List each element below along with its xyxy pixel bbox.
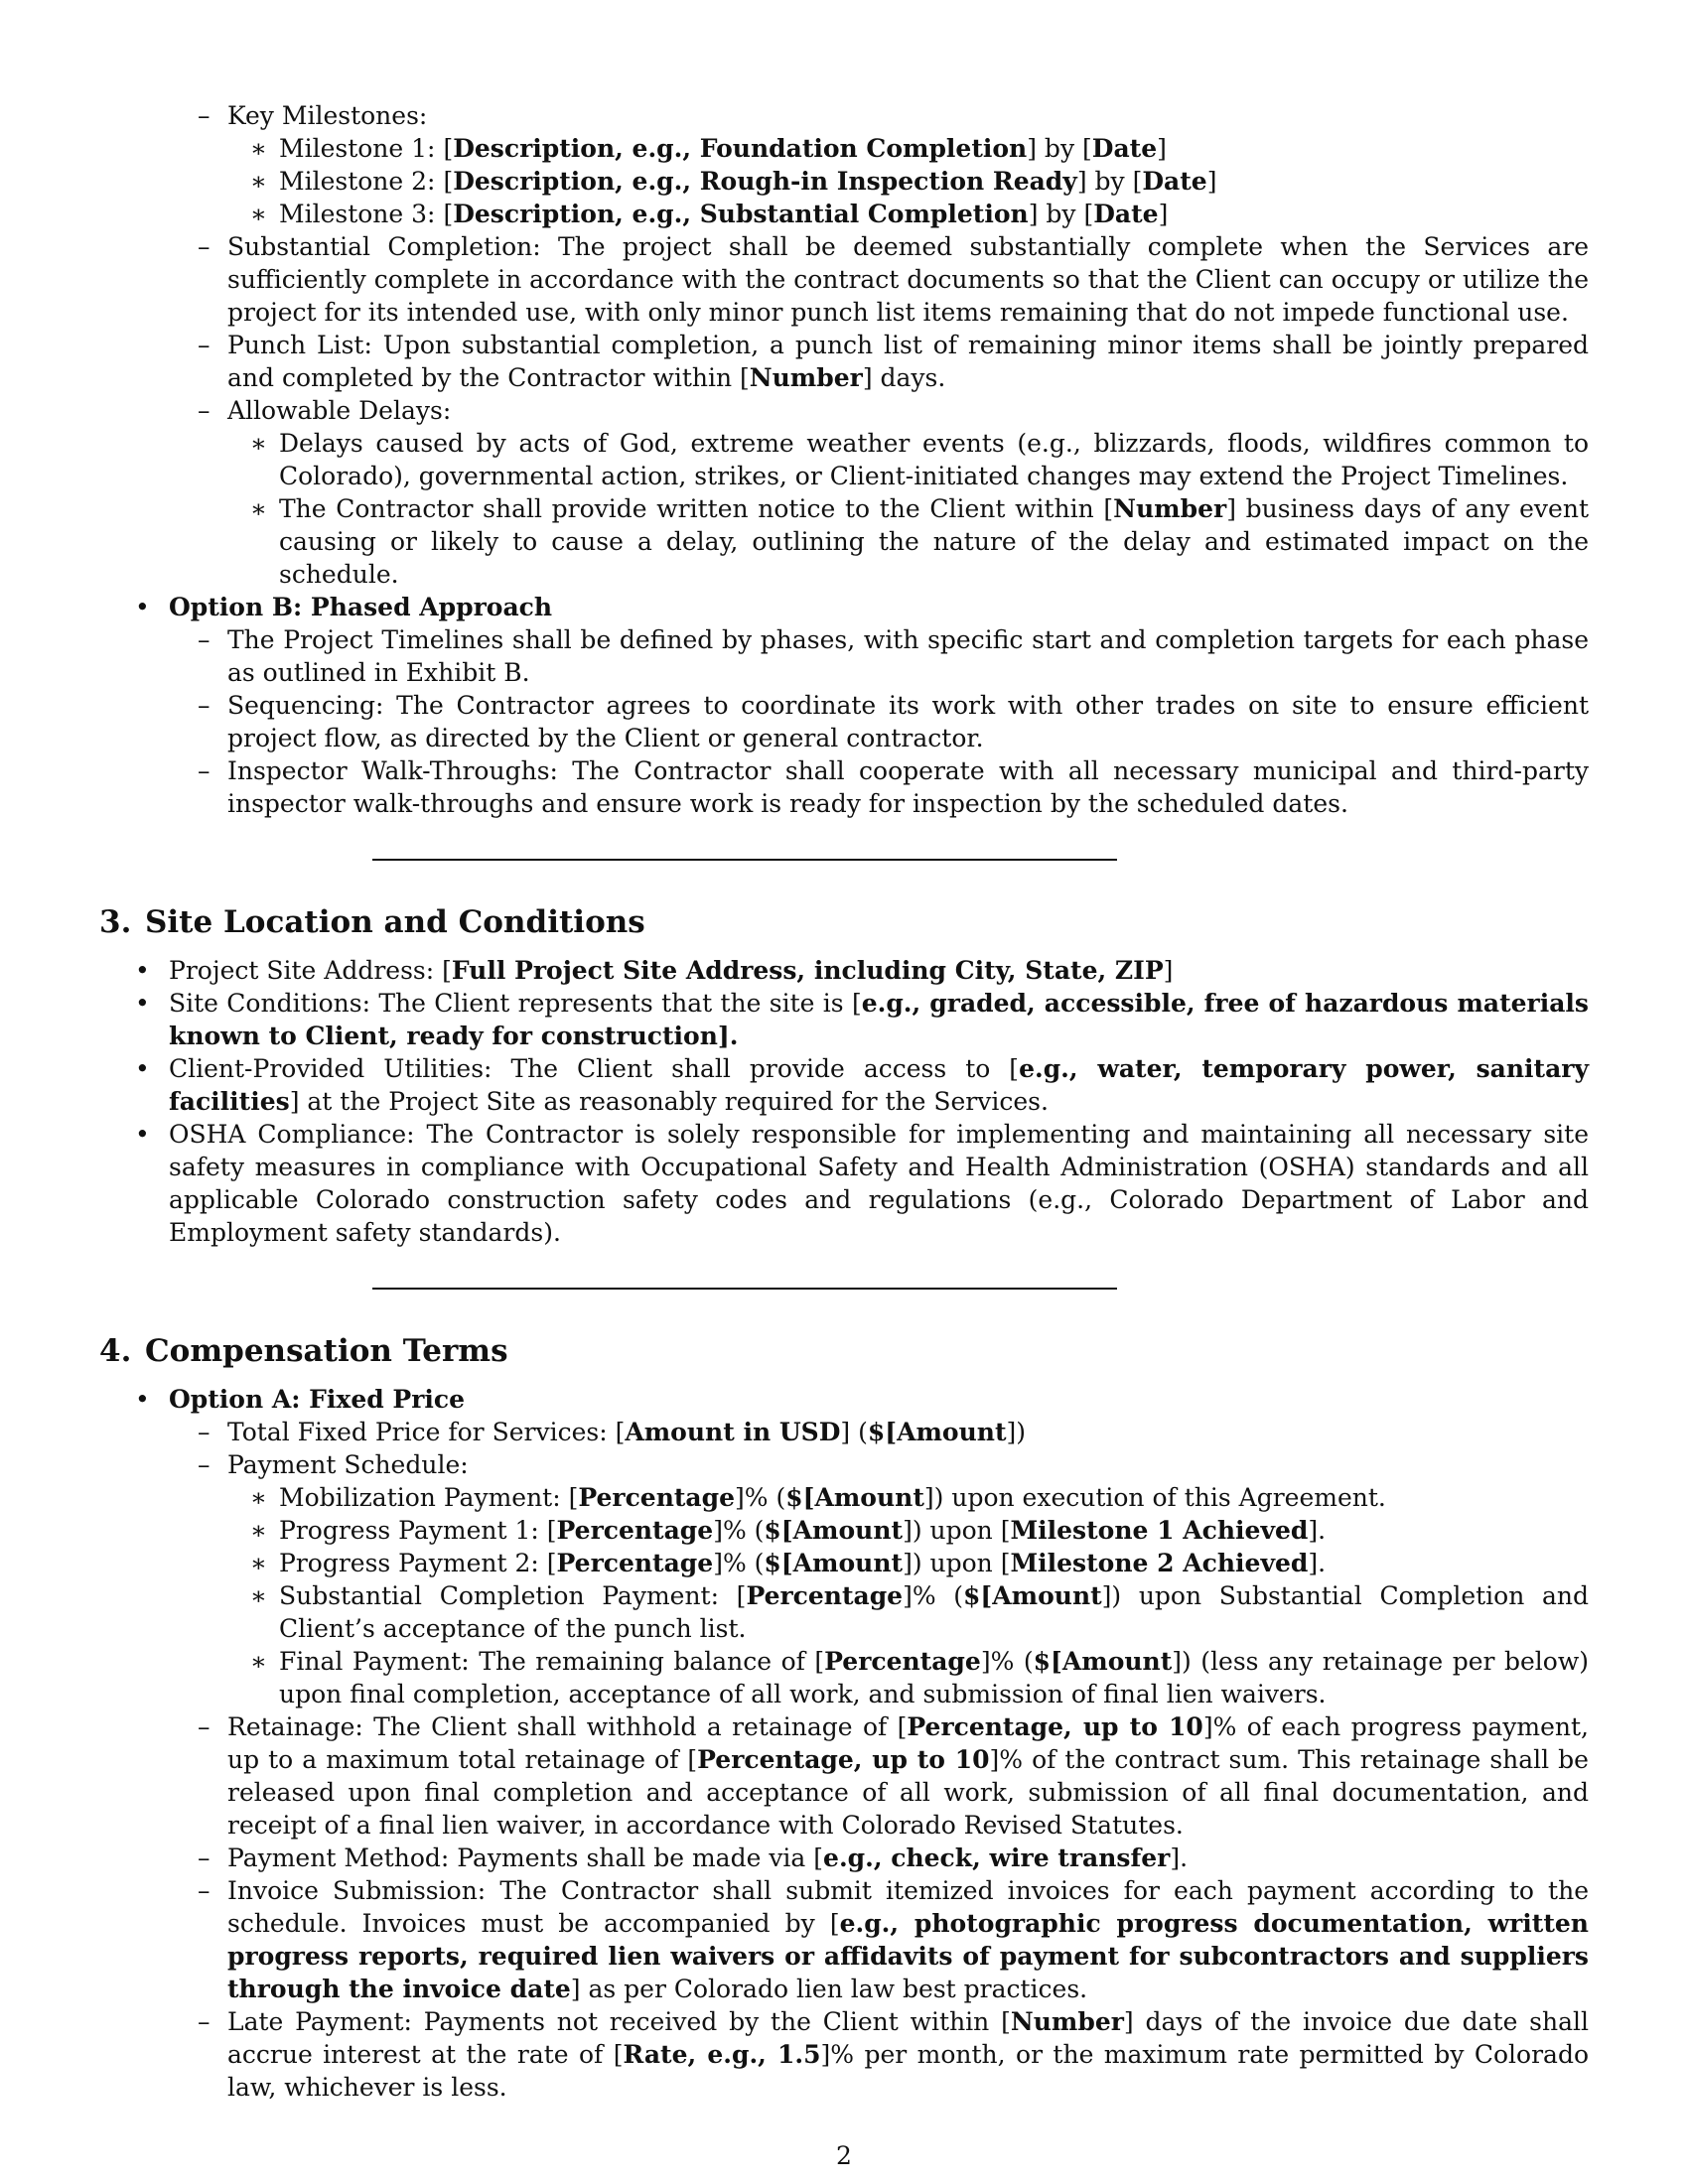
option-a-label: Option A: Fixed Price — [169, 1385, 466, 1414]
timeline-sublist — [99, 99, 1589, 591]
option-b-sublist — [169, 623, 1589, 820]
milestone-item: ∗ Milestone 2: [Description, e.g., Rough-in Inspection Ready] by [Date] — [250, 167, 1217, 196]
invoice-submission-item: – Invoice Submission: The Contractor shall submit itemized invoices for each payment according to the schedule. Invoices must be accompanied by [e.g., photographic progress documentation, written progress reports, required lien waivers or affidavits of payment for subcontractors and suppliers through the invoice date] as per Colorado lien law best practices. — [198, 1876, 1589, 2003]
site-conditions-item: • Site Conditions: The Client represents that the site is [e.g., graded, accessible, free of hazardous materials known to Client, ready for construction]. — [135, 989, 1589, 1050]
section-3-heading — [99, 902, 1589, 942]
option-b-subitem: – The Project Timelines shall be defined by phases, with specific start and completion targets for each phase as outlined in Exhibit B. — [198, 625, 1589, 687]
payment-schedule-label: Payment Schedule: — [227, 1450, 469, 1479]
option-b-list — [99, 591, 1589, 820]
option-b-subitem: – Inspector Walk-Throughs: The Contractor shall cooperate with all necessary municipal and third-party inspector walk-throughs and ensure work is ready for inspection by the scheduled dates. — [198, 756, 1589, 818]
allowable-delays-item — [99, 394, 1589, 591]
star-marker: ∗ — [250, 1581, 267, 1610]
dash-marker: – — [198, 1418, 211, 1446]
osha-item: • OSHA Compliance: The Contractor is solely responsible for implementing and maintaining all necessary site safety measures in compliance with Occupational Safety and Health Administration (OSHA) standards and all applicable Colorado construction safety codes and regulations (e.g., Colorado Department of Labor and Employment safety standards). — [135, 1120, 1589, 1247]
payment-item: ∗ Progress Payment 2: [Percentage]% ($[Amount]) upon [Milestone 2 Achieved]. — [250, 1549, 1327, 1577]
star-marker: ∗ — [250, 134, 267, 163]
star-marker: ∗ — [250, 1516, 267, 1545]
section-4-title: Compensation Terms — [145, 1333, 508, 1369]
page-content — [99, 99, 1589, 2104]
section-divider — [372, 1288, 1117, 1290]
milestones-list — [227, 132, 1589, 230]
section-divider — [372, 859, 1117, 861]
payment-schedule-list — [227, 1481, 1589, 1710]
payment-item: ∗ Progress Payment 1: [Percentage]% ($[Amount]) upon [Milestone 1 Achieved]. — [250, 1516, 1327, 1545]
bullet-marker: • — [135, 593, 150, 621]
milestone-item: ∗ Milestone 3: [Description, e.g., Substantial Completion] by [Date] — [250, 200, 1169, 228]
dash-marker: – — [198, 1450, 211, 1479]
dash-marker: – — [198, 1843, 211, 1872]
delays-list — [227, 427, 1589, 591]
bullet-marker: • — [135, 1054, 150, 1083]
option-a-sublist — [169, 1416, 1589, 2104]
dash-marker: – — [198, 756, 211, 785]
section-3-title: Site Location and Conditions — [145, 904, 645, 940]
payment-item: ∗ Final Payment: The remaining balance of [Percentage]% ($[Amount]) (less any retainage per below) upon final completion, acceptance of all work, and submission of final lien waivers. — [250, 1647, 1589, 1708]
late-payment-item: – Late Payment: Payments not received by the Client within [Number] days of the invoice due date shall accrue interest at the rate of [Rate, e.g., 1.5]% per month, or the maximum rate permitted by Colorado law, whichever is less. — [198, 2007, 1589, 2102]
bullet-marker: • — [135, 1385, 150, 1414]
substantial-completion-text: Substantial Completion: The project shall be deemed substantially complete when the Services are sufficiently complete in accordance with the contract documents so that the Client can occupy or utilize the project for its intended use, with only minor punch list items remaining that do not impede functional use. — [227, 232, 1589, 327]
section-3-list — [99, 954, 1589, 1249]
payment-item: ∗ Mobilization Payment: [Percentage]% ($[Amount]) upon execution of this Agreement. — [250, 1483, 1386, 1512]
dash-marker: – — [198, 691, 211, 720]
section-3-number: 3. — [99, 904, 132, 940]
bullet-marker: • — [135, 989, 150, 1018]
star-marker: ∗ — [250, 1647, 267, 1676]
star-marker: ∗ — [250, 1483, 267, 1512]
star-marker: ∗ — [250, 167, 267, 196]
punch-list-item: – Punch List: Upon substantial completion, a punch list of remaining minor items shall be jointly prepared and completed by the Contractor within [Number] days. — [198, 331, 1589, 392]
delay-item: ∗ Delays caused by acts of God, extreme weather events (e.g., blizzards, floods, wildfires common to Colorado), governmental action, strikes, or Client-initiated changes may extend the Project Timelines. — [250, 429, 1589, 490]
option-b-subitem: – Sequencing: The Contractor agrees to coordinate its work with other trades on site to ensure efficient project flow, as directed by the Client or general contractor. — [198, 691, 1589, 752]
dash-marker: – — [198, 101, 211, 130]
bullet-marker: • — [135, 1120, 150, 1149]
option-b-label: Option B: Phased Approach — [169, 593, 553, 621]
dash-marker: – — [198, 331, 211, 359]
star-marker: ∗ — [250, 1549, 267, 1577]
dash-marker: – — [198, 2007, 211, 2036]
total-price-item: – Total Fixed Price for Services: [Amount in USD] ($[Amount]) — [198, 1418, 1027, 1446]
dash-marker: – — [198, 232, 211, 261]
dash-marker: – — [198, 396, 211, 425]
star-marker: ∗ — [250, 200, 267, 228]
dash-marker: – — [198, 1876, 211, 1905]
section-4-number: 4. — [99, 1333, 132, 1369]
page-number: 2 — [836, 2141, 852, 2170]
star-marker: ∗ — [250, 494, 267, 523]
site-address-item: • Project Site Address: [Full Project Site Address, including City, State, ZIP] — [135, 956, 1174, 985]
option-a-item — [99, 1383, 1589, 2104]
star-marker: ∗ — [250, 429, 267, 458]
dash-marker: – — [198, 625, 211, 654]
delay-item: ∗ The Contractor shall provide written notice to the Client within [Number] business days of any event causing or likely to cause a delay, outlining the nature of the delay and estimated impact on the schedule. — [250, 494, 1589, 589]
milestone-item: ∗ Milestone 1: [Description, e.g., Foundation Completion] by [Date] — [250, 134, 1167, 163]
payment-method-item: – Payment Method: Payments shall be made via [e.g., check, wire transfer]. — [198, 1843, 1189, 1872]
section-4-list — [99, 1383, 1589, 2104]
substantial-completion-item — [99, 230, 1589, 329]
allowable-delays-label: Allowable Delays: — [227, 396, 452, 425]
retainage-item: – Retainage: The Client shall withhold a retainage of [Percentage, up to 10]% of each progress payment, up to a maximum total retainage of [Percentage, up to 10]% of the contract sum. This retainage shall be released upon final completion and acceptance of all work, submission of all final documentation, and receipt of a final lien waiver, in accordance with Colorado Revised Statutes. — [198, 1712, 1589, 1840]
key-milestones-label: Key Milestones: — [227, 101, 428, 130]
payment-item: ∗ Substantial Completion Payment: [Percentage]% ($[Amount]) upon Substantial Completion and Client’s acceptance of the punch list. — [250, 1581, 1589, 1643]
option-b-item — [99, 591, 1589, 820]
bullet-marker: • — [135, 956, 150, 985]
payment-schedule-item — [169, 1448, 1589, 1710]
key-milestones-item — [99, 99, 1589, 230]
utilities-item: • Client-Provided Utilities: The Client shall provide access to [e.g., water, temporary power, sanitary facilities] at the Project Site as reasonably required for the Services. — [135, 1054, 1590, 1116]
dash-marker: – — [198, 1712, 211, 1741]
section-4-heading — [99, 1331, 1589, 1371]
